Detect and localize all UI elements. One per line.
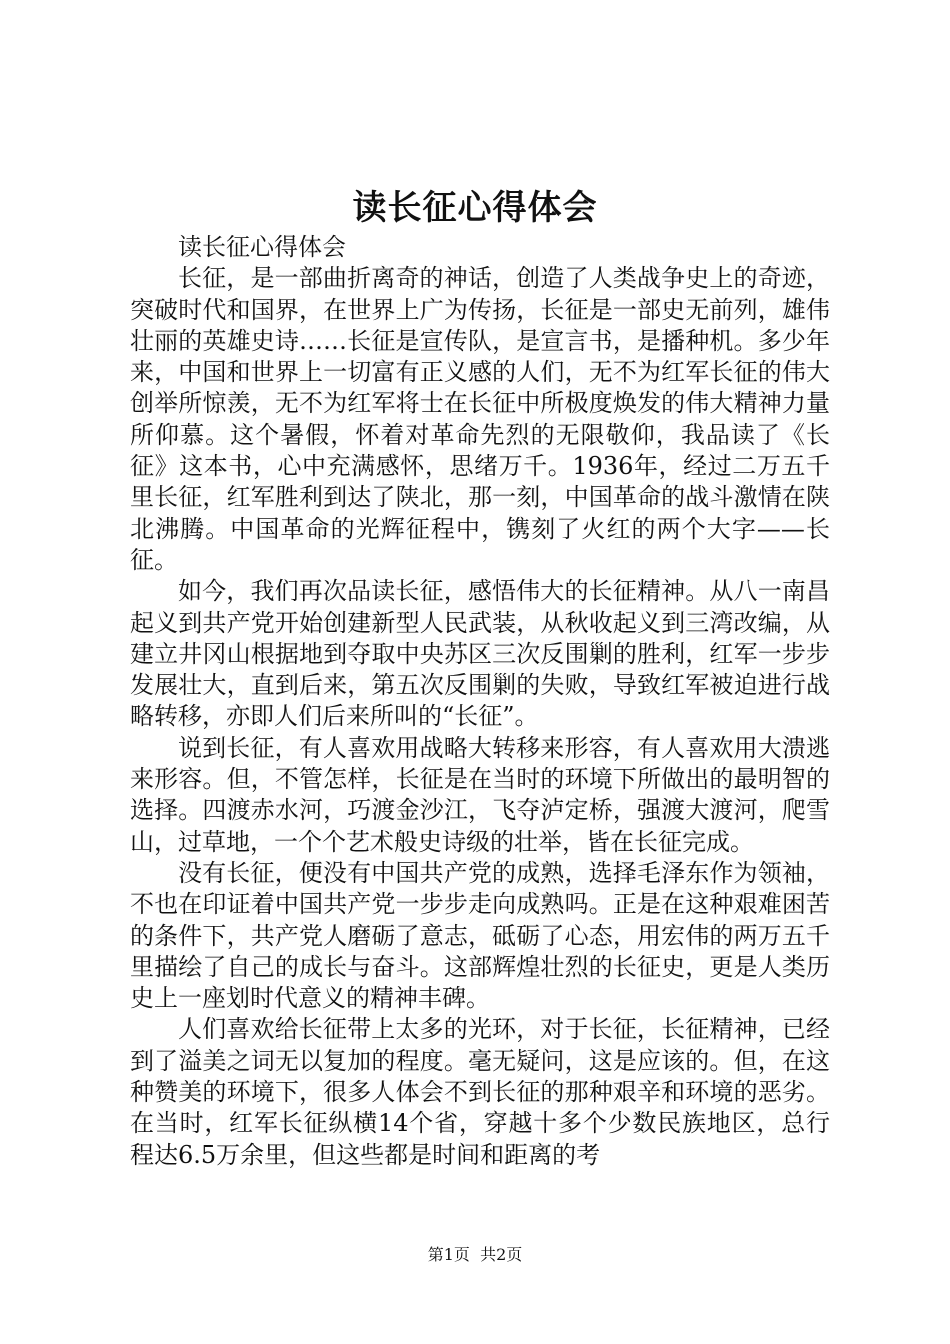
paragraph: 人们喜欢给长征带上太多的光环，对于长征，长征精神，已经到了溢美之词无以复加的程度。毫无疑问，这是应该的。但，在这种赞美的环境下，很多人体会不到长征的那种艰辛和环境的恶劣。在当时，红军长征纵横14个省，穿越十多个少数民族地区，总行程达6.5万余里，但这些都是时间和距离的考 (130, 1015, 830, 1169)
paragraph: 说到长征，有人喜欢用战略大转移来形容，有人喜欢用大溃逃来形容。但，不管怎样，长征是在当时的环境下所做出的最明智的选择。四渡赤水河，巧渡金沙江，飞夺泸定桥，强渡大渡河，爬雪山，过草地，一个个艺术般史诗级的壮举，皆在长征完成。 (130, 733, 830, 856)
paragraph: 长征，是一部曲折离奇的神话，创造了人类战争史上的奇迹，突破时代和国界，在世界上广为传扬，长征是一部史无前列，雄伟壮丽的英雄史诗……长征是宣传队，是宣言书，是播种机。多少年来，中国和世界上一切富有正义感的人们，无不为红军长征的伟大创举所惊羡，无不为红军将士在长征中所极度焕发的伟大精神力量所仰慕。这个暑假，怀着对革命先烈的无限敬仰，我品读了《长征》这本书，心中充满感怀，思绪万千。1936年，经过二万五千里长征，红军胜利到达了陕北，那一刻，中国革命的战斗激情在陕北沸腾。中国革命的光辉征程中，镌刻了火红的两个大字——长征。 (130, 264, 830, 574)
paragraph: 如今，我们再次品读长征，感悟伟大的长征精神。从八一南昌起义到共产党开始创建新型人民武装，从秋收起义到三湾改编，从建立井冈山根据地到夺取中央苏区三次反围剿的胜利，红军一步步发展壮大，直到后来，第五次反围剿的失败，导致红军被迫进行战略转移，亦即人们后来所叫的“长征”。 (130, 577, 830, 731)
paragraph-subtitle: 读长征心得体会 (178, 233, 346, 261)
paragraph: 没有长征，便没有中国共产党的成熟，选择毛泽东作为领袖，不也在印证着中国共产党一步步走向成熟吗。正是在这种艰难困苦的条件下，共产党人磨砺了意志，砥砺了心态，用宏伟的两万五千里描绘了自己的成长与奋斗。这部辉煌壮烈的长征史，更是人类历史上一座划时代意义的精神丰碑。 (130, 858, 830, 1013)
document-title: 读长征心得体会 (352, 188, 598, 228)
document-body (130, 232, 830, 1171)
page-footer (0, 1245, 950, 1265)
page-number: 第1页 共2页 (427, 1245, 523, 1264)
